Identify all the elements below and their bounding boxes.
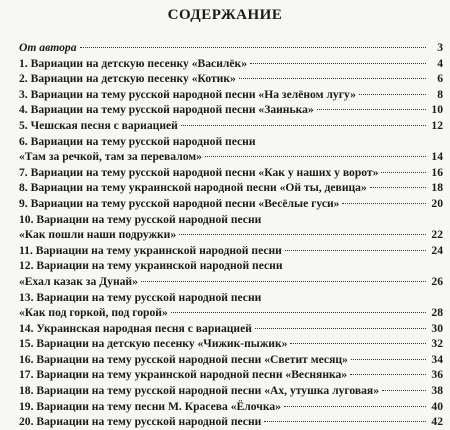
page-number: 10 (431, 103, 443, 117)
toc-entry (19, 399, 443, 415)
toc-entry (19, 56, 443, 72)
toc-entry-title: 13. Вариации на тему русской народной песни (19, 290, 262, 304)
dot-leader (284, 406, 426, 407)
toc-entry (19, 367, 443, 383)
page-number: 18 (431, 181, 443, 195)
toc-entry-title: 8. Вариации на тему украинской народной песни «Ой ты, девица» (19, 181, 367, 195)
dot-leader (342, 203, 426, 204)
toc-entry (19, 352, 443, 368)
toc-entry-continuation (19, 227, 443, 243)
toc-entry-title: 2. Вариации на детскую песенку «Котик» (19, 72, 236, 86)
toc-entry-title: 19. Вариации на тему песни М. Красева «Ёлочка» (19, 399, 281, 413)
toc-entry-title: «Там за речкой, там за перевалом» (19, 150, 202, 164)
page-number: 4 (437, 56, 443, 70)
page-number: 32 (431, 337, 443, 351)
page-number: 20 (431, 196, 443, 210)
toc-entry-continuation (19, 305, 443, 321)
dot-leader (141, 281, 426, 282)
page-number: 14 (431, 150, 443, 164)
toc-entry-title: 15. Вариации на детскую песенку «Чижик-пыжик» (19, 337, 288, 351)
dot-leader (80, 47, 426, 48)
toc-entry-title: 20. Вариации на тему русской народной песни (19, 415, 262, 429)
dot-leader (382, 390, 426, 391)
toc-entry-title: 1. Вариации на детскую песенку «Василёк» (19, 56, 247, 70)
dot-leader (205, 156, 426, 157)
toc-entry (19, 118, 443, 134)
page-number: 6 (437, 72, 443, 86)
toc-entry (19, 134, 443, 150)
page-number: 12 (431, 118, 443, 132)
toc-entry-title: 6. Вариации на тему русской народной песни (19, 134, 256, 148)
toc-entry-title: 3. Вариации на тему русской народной песни «На зелёном лугу» (19, 87, 356, 101)
page-number: 40 (431, 399, 443, 413)
dot-leader (250, 63, 426, 64)
table-of-contents (19, 40, 443, 430)
toc-entry-title: 17. Вариации на тему украинской народной песни «Веснянка» (19, 368, 348, 382)
page-number: 38 (431, 384, 443, 398)
dot-leader (239, 78, 426, 79)
toc-entry-title: 9. Вариации на тему русской народной песни «Весёлые гуси» (19, 196, 340, 210)
page-title: СОДЕРЖАНИЕ (167, 7, 283, 23)
toc-entry-title: 10. Вариации на тему русской народной песни (19, 212, 262, 226)
toc-entry-title: 5. Чешская песня с вариацией (19, 118, 178, 132)
page-number: 3 (437, 41, 443, 54)
toc-entry (19, 290, 443, 306)
page-number: 8 (437, 87, 443, 101)
toc-entry-title: 14. Украинская народная песня с вариацией (19, 321, 252, 335)
toc-entry-title: 12. Вариации на тему украинской народной песни (19, 259, 283, 273)
dot-leader (381, 172, 426, 173)
page-number: 24 (431, 243, 443, 257)
dot-leader (370, 187, 426, 188)
toc-entry (19, 321, 443, 337)
toc-entry-continuation (19, 149, 443, 165)
toc-entry (19, 383, 443, 399)
toc-entry (19, 40, 443, 56)
dot-leader (179, 234, 426, 235)
dot-leader (264, 421, 426, 422)
dot-leader (359, 94, 426, 95)
toc-entry-continuation (19, 274, 443, 290)
page-number: 28 (431, 306, 443, 320)
toc-entry-title: 7. Вариации на тему русской народной песни «Как у наших у ворот» (19, 165, 379, 179)
toc-entry-title: 18. Вариации на тему русской народной песни «Ах, утушка луговая» (19, 384, 379, 398)
toc-entry-title: «Как пошли наши подружки» (19, 228, 177, 242)
toc-entry-title: «Как под горкой, под горой» (19, 306, 168, 320)
toc-entry (19, 258, 443, 274)
dot-leader (171, 312, 426, 313)
toc-entry (19, 212, 443, 228)
toc-entry-title: 16. Вариации на тему русской народной песни «Светит месяц» (19, 352, 348, 366)
toc-entry (19, 336, 443, 352)
page-number: 22 (431, 228, 443, 242)
toc-entry (19, 71, 443, 87)
toc-entry-title: 4. Вариации на тему русской народной песни «Заинька» (19, 103, 314, 117)
toc-entry (19, 87, 443, 103)
dot-leader (255, 328, 426, 329)
dot-leader (351, 359, 426, 360)
page-number: 26 (431, 274, 443, 288)
toc-entry (19, 196, 443, 212)
toc-entry-title: «Ехал казак за Дунай» (19, 274, 138, 288)
page-number: 42 (431, 415, 443, 429)
toc-entry-title: 11. Вариации на тему украинской народной песни (19, 243, 282, 257)
page-number: 30 (431, 321, 443, 335)
dot-leader (317, 109, 426, 110)
page-number: 34 (431, 352, 443, 366)
page-number: 36 (431, 368, 443, 382)
dot-leader (350, 374, 426, 375)
dot-leader (290, 343, 426, 344)
toc-entry (19, 180, 443, 196)
dot-leader (181, 125, 426, 126)
toc-entry (19, 102, 443, 118)
page-number: 16 (431, 165, 443, 179)
toc-entry (19, 165, 443, 181)
toc-entry-title: От автора (19, 41, 77, 54)
toc-entry (19, 243, 443, 259)
dot-leader (285, 250, 426, 251)
